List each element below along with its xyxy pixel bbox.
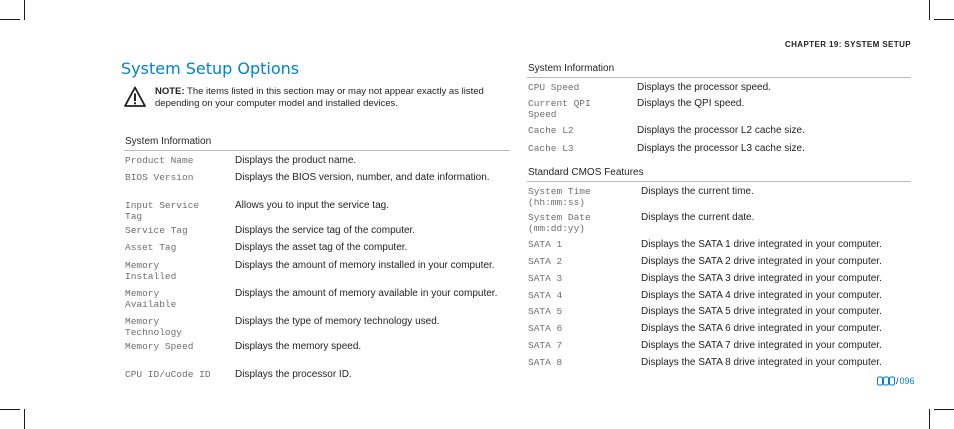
setting-name: SATA 8 <box>528 357 563 368</box>
system-information-table-right <box>527 63 911 158</box>
crop-mark <box>929 409 930 429</box>
setting-description: Displays the service tag of the computer. <box>235 225 416 236</box>
setting-description: Displays the BIOS version, number, and date information. <box>235 172 490 183</box>
note-text <box>155 86 505 110</box>
setting-name: SATA 3 <box>528 273 563 284</box>
setting-name: Memory Speed <box>125 341 194 352</box>
section-title: System Information <box>527 63 911 78</box>
crop-mark <box>0 19 20 20</box>
warning-icon <box>124 86 146 108</box>
setting-description: Allows you to input the service tag. <box>235 200 389 211</box>
setting-description: Displays the SATA 2 drive integrated in your computer. <box>641 256 882 267</box>
setting-name: BIOS Version <box>125 172 194 183</box>
setting-name: Asset Tag <box>125 242 177 253</box>
setting-name: System Time (hh:mm:ss) <box>528 186 591 208</box>
alienware-logo-icon <box>877 376 895 386</box>
setting-description: Displays the product name. <box>235 155 357 166</box>
setting-description: Displays the SATA 5 drive integrated in your computer. <box>641 306 882 317</box>
section-title: Standard CMOS Features <box>527 167 911 182</box>
note-body: The items listed in this section may or may not appear exactly as listed depending on your computer model and installed devices. <box>155 86 484 109</box>
setting-name: SATA 5 <box>528 306 563 317</box>
chapter-header: CHAPTER 19: SYSTEM SETUP <box>784 40 911 49</box>
setting-name: SATA 6 <box>528 323 563 334</box>
page-separator: / <box>896 376 899 386</box>
setting-description: Displays the SATA 1 drive integrated in your computer. <box>641 239 882 250</box>
section-title: System Information <box>124 136 510 151</box>
setting-name: Memory Technology <box>125 316 183 338</box>
crop-mark <box>0 409 20 410</box>
setting-description: Displays the current time. <box>641 186 754 197</box>
setting-name: SATA 7 <box>528 340 563 351</box>
page-number: 096 <box>899 376 915 386</box>
setting-name: SATA 2 <box>528 256 563 267</box>
crop-mark <box>929 0 930 20</box>
crop-mark <box>24 0 25 20</box>
setting-name: Memory Available <box>125 288 177 310</box>
crop-mark <box>934 19 954 20</box>
setting-name: Cache L2 <box>528 125 574 136</box>
setting-description: Displays the processor ID. <box>235 369 352 380</box>
note-label: NOTE: <box>155 86 185 97</box>
setting-name: SATA 4 <box>528 290 563 301</box>
setting-description: Displays the asset tag of the computer. <box>235 242 408 253</box>
setting-name: Input Service Tag <box>125 200 200 222</box>
crop-mark <box>934 409 954 410</box>
setting-name: Memory Installed <box>125 260 177 282</box>
setting-description: Displays the SATA 6 drive integrated in your computer. <box>641 323 882 334</box>
setting-name: Current QPI Speed <box>528 98 591 120</box>
crop-mark <box>24 409 25 429</box>
setting-name: SATA 1 <box>528 239 563 250</box>
setting-description: Displays the memory speed. <box>235 341 362 352</box>
setting-description: Displays the SATA 7 drive integrated in your computer. <box>641 340 882 351</box>
setting-name: Service Tag <box>125 225 188 236</box>
setting-description: Displays the amount of memory available in your computer. <box>235 288 498 299</box>
setting-name: CPU Speed <box>528 82 580 93</box>
system-information-table-left <box>124 136 510 386</box>
standard-cmos-features-table <box>527 167 911 372</box>
setting-description: Displays the SATA 3 drive integrated in your computer. <box>641 273 882 284</box>
setting-name: System Date (mm:dd:yy) <box>528 212 591 234</box>
setting-description: Displays the SATA 8 drive integrated in your computer. <box>641 357 882 368</box>
setting-name: CPU ID/uCode ID <box>125 369 211 380</box>
setting-description: Displays the processor speed. <box>637 82 771 93</box>
setting-description: Displays the processor L3 cache size. <box>637 143 805 154</box>
page-title: System Setup Options <box>121 59 300 78</box>
page-footer <box>877 374 915 388</box>
setting-description: Displays the processor L2 cache size. <box>637 125 805 136</box>
setting-description: Displays the amount of memory installed in your computer. <box>235 260 495 271</box>
setting-description: Displays the type of memory technology used. <box>235 316 440 327</box>
setting-name: Cache L3 <box>528 143 574 154</box>
setting-description: Displays the current date. <box>641 212 755 223</box>
setting-description: Displays the QPI speed. <box>637 98 745 109</box>
setting-description: Displays the SATA 4 drive integrated in your computer. <box>641 290 882 301</box>
setting-name: Product Name <box>125 155 194 166</box>
